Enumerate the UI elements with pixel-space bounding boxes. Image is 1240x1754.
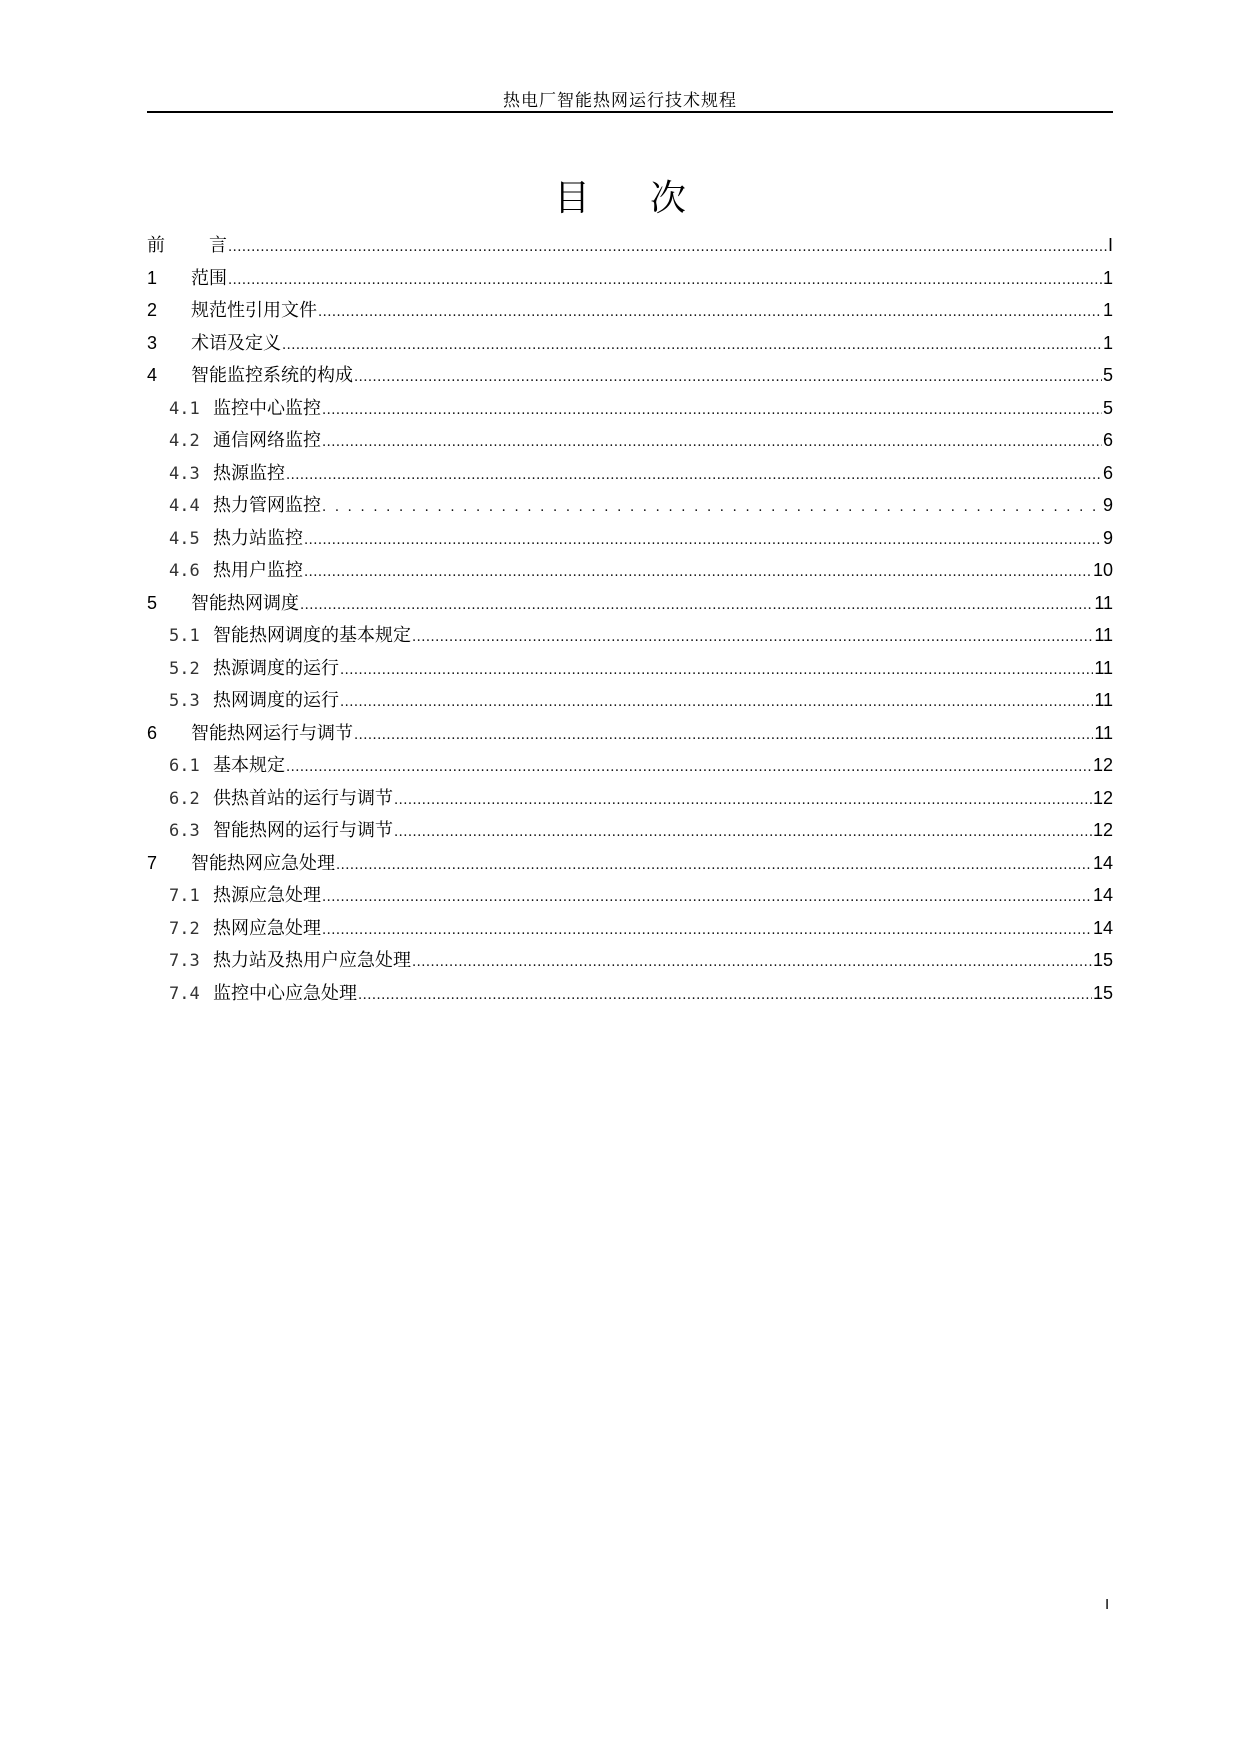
toc-entry[interactable] [147,554,1113,587]
toc-label: 监控中心应急处理 [213,982,357,1004]
toc-entry[interactable] [147,847,1113,880]
toc-label: 热力站监控 [213,527,303,549]
dot-leader [394,785,1092,818]
table-of-contents [147,229,1113,1009]
toc-entry[interactable] [147,749,1113,782]
dot-leader [304,557,1092,590]
toc-entry[interactable] [147,879,1113,912]
toc-page-number: 1 [1102,300,1113,320]
dot-leader [304,525,1102,558]
dot-leader [340,655,1093,688]
toc-page-number: 1 [1102,267,1113,288]
toc-entry[interactable] [147,522,1113,555]
dot-leader [322,492,1102,525]
dot-leader [286,460,1102,493]
toc-entry[interactable] [147,782,1113,815]
toc-number: 3 [147,332,158,353]
toc-label: 热力站及热用户应急处理 [213,950,411,971]
toc-number: 4.4 [169,496,200,516]
toc-label: 监控中心监控 [213,397,321,419]
dot-leader [282,330,1102,363]
toc-page-number: I [1107,235,1113,255]
toc-page-number: 15 [1092,950,1113,970]
toc-number: 6 [147,722,158,743]
toc-page-number: 11 [1094,657,1113,678]
dot-leader [412,622,1093,655]
toc-label: 智能监控系统的构成 [191,365,353,386]
toc-entry[interactable] [147,977,1113,1010]
toc-page-number: 9 [1102,495,1113,515]
dot-leader [336,850,1092,883]
toc-title-char-1: 目 [553,178,590,219]
toc-number: 2 [147,300,158,320]
toc-page-number: 12 [1092,820,1113,840]
toc-label: 规范性引用文件 [191,300,317,321]
toc-number: 6.2 [169,788,200,809]
toc-label: 热力管网监控 [213,495,321,516]
toc-number: 4.1 [169,398,200,419]
toc-entry[interactable] [147,944,1113,977]
dot-leader [300,590,1093,623]
header-rule [147,111,1113,113]
dot-leader [318,297,1102,330]
toc-number: 7.1 [169,886,200,906]
toc-entry[interactable] [147,294,1113,327]
toc-label: 智能热网的运行与调节 [213,820,393,841]
toc-entry[interactable] [147,814,1113,847]
toc-entry[interactable] [147,424,1113,457]
toc-label-foreword-1: 前 [147,235,165,256]
toc-entry[interactable] [147,619,1113,652]
toc-label: 智能热网应急处理 [191,852,335,874]
toc-number: 6.3 [169,821,200,841]
toc-page-number: 1 [1102,332,1113,353]
toc-entry[interactable] [147,262,1113,295]
toc-number: 4.2 [169,431,200,451]
toc-entry[interactable] [147,717,1113,750]
toc-label: 热用户监控 [213,560,303,581]
toc-title-char-2: 次 [650,178,687,219]
toc-number: 7 [147,852,158,873]
toc-label: 基本规定 [213,755,285,776]
toc-page-number: 5 [1102,397,1113,418]
toc-entry[interactable] [147,457,1113,490]
toc-page-number: 10 [1092,560,1113,580]
dot-leader [322,427,1102,460]
toc-page-number: 6 [1102,462,1113,483]
toc-number: 7.3 [169,951,200,971]
toc-page-number: 12 [1092,755,1113,775]
toc-number: 4.3 [169,463,200,484]
toc-label: 热源应急处理 [213,885,321,906]
dot-leader [354,362,1102,395]
running-header: 热电厂智能热网运行技术规程 [503,91,737,111]
toc-entry[interactable] [147,684,1113,717]
toc-entry[interactable] [147,359,1113,392]
toc-page-number: 14 [1092,917,1113,938]
toc-label: 热网应急处理 [213,917,321,939]
toc-page-number: 12 [1092,787,1113,808]
toc-entry[interactable] [147,912,1113,945]
toc-number: 4 [147,365,158,385]
dot-leader [358,980,1092,1013]
toc-page-number: 11 [1094,625,1113,645]
toc-page-number: 11 [1094,690,1113,710]
toc-label: 智能热网调度的基本规定 [213,625,411,646]
toc-number: 4.5 [169,528,200,549]
dot-leader [228,232,1107,265]
toc-number: 5.3 [169,691,200,711]
toc-number: 6.1 [169,756,200,776]
toc-label: 供热首站的运行与调节 [213,787,393,809]
dot-leader [322,882,1092,915]
toc-number: 1 [147,267,158,288]
dot-leader [354,720,1093,753]
toc-page-number: 14 [1092,885,1113,905]
toc-number: 5.2 [169,658,200,679]
toc-label-foreword-2: 言 [209,235,227,256]
toc-label: 智能热网运行与调节 [191,722,353,744]
toc-label: 通信网络监控 [213,430,321,451]
dot-leader [322,915,1092,948]
dot-leader [412,947,1092,980]
toc-label: 热源调度的运行 [213,657,339,679]
toc-page-number: 14 [1092,852,1113,873]
toc-number: 7.4 [169,983,200,1004]
dot-leader [322,395,1102,428]
toc-label: 热网调度的运行 [213,690,339,711]
toc-page-number: 11 [1094,722,1113,743]
toc-number: 5.1 [169,626,200,646]
toc-page-number: 11 [1094,592,1113,613]
page-number: I [1105,1596,1110,1613]
toc-entry[interactable] [147,489,1113,522]
toc-page-number: 15 [1092,982,1113,1003]
toc-entry[interactable] [147,652,1113,685]
toc-label: 热源监控 [213,462,285,484]
toc-label: 术语及定义 [191,332,281,354]
dot-leader [394,817,1092,850]
toc-page-number: 9 [1102,527,1113,548]
toc-entry-foreword[interactable] [147,229,1113,262]
toc-number: 7.2 [169,918,200,939]
toc-page-number: 6 [1102,430,1113,450]
toc-page-number: 5 [1102,365,1113,385]
toc-number: 4.6 [169,561,200,581]
toc-entry[interactable] [147,587,1113,620]
toc-label: 智能热网调度 [191,592,299,614]
dot-leader [286,752,1092,785]
toc-title [0,170,1240,221]
toc-entry[interactable] [147,327,1113,360]
toc-number: 5 [147,592,158,613]
dot-leader [340,687,1093,720]
toc-entry[interactable] [147,392,1113,425]
toc-label: 范围 [191,267,227,289]
dot-leader [228,265,1102,298]
